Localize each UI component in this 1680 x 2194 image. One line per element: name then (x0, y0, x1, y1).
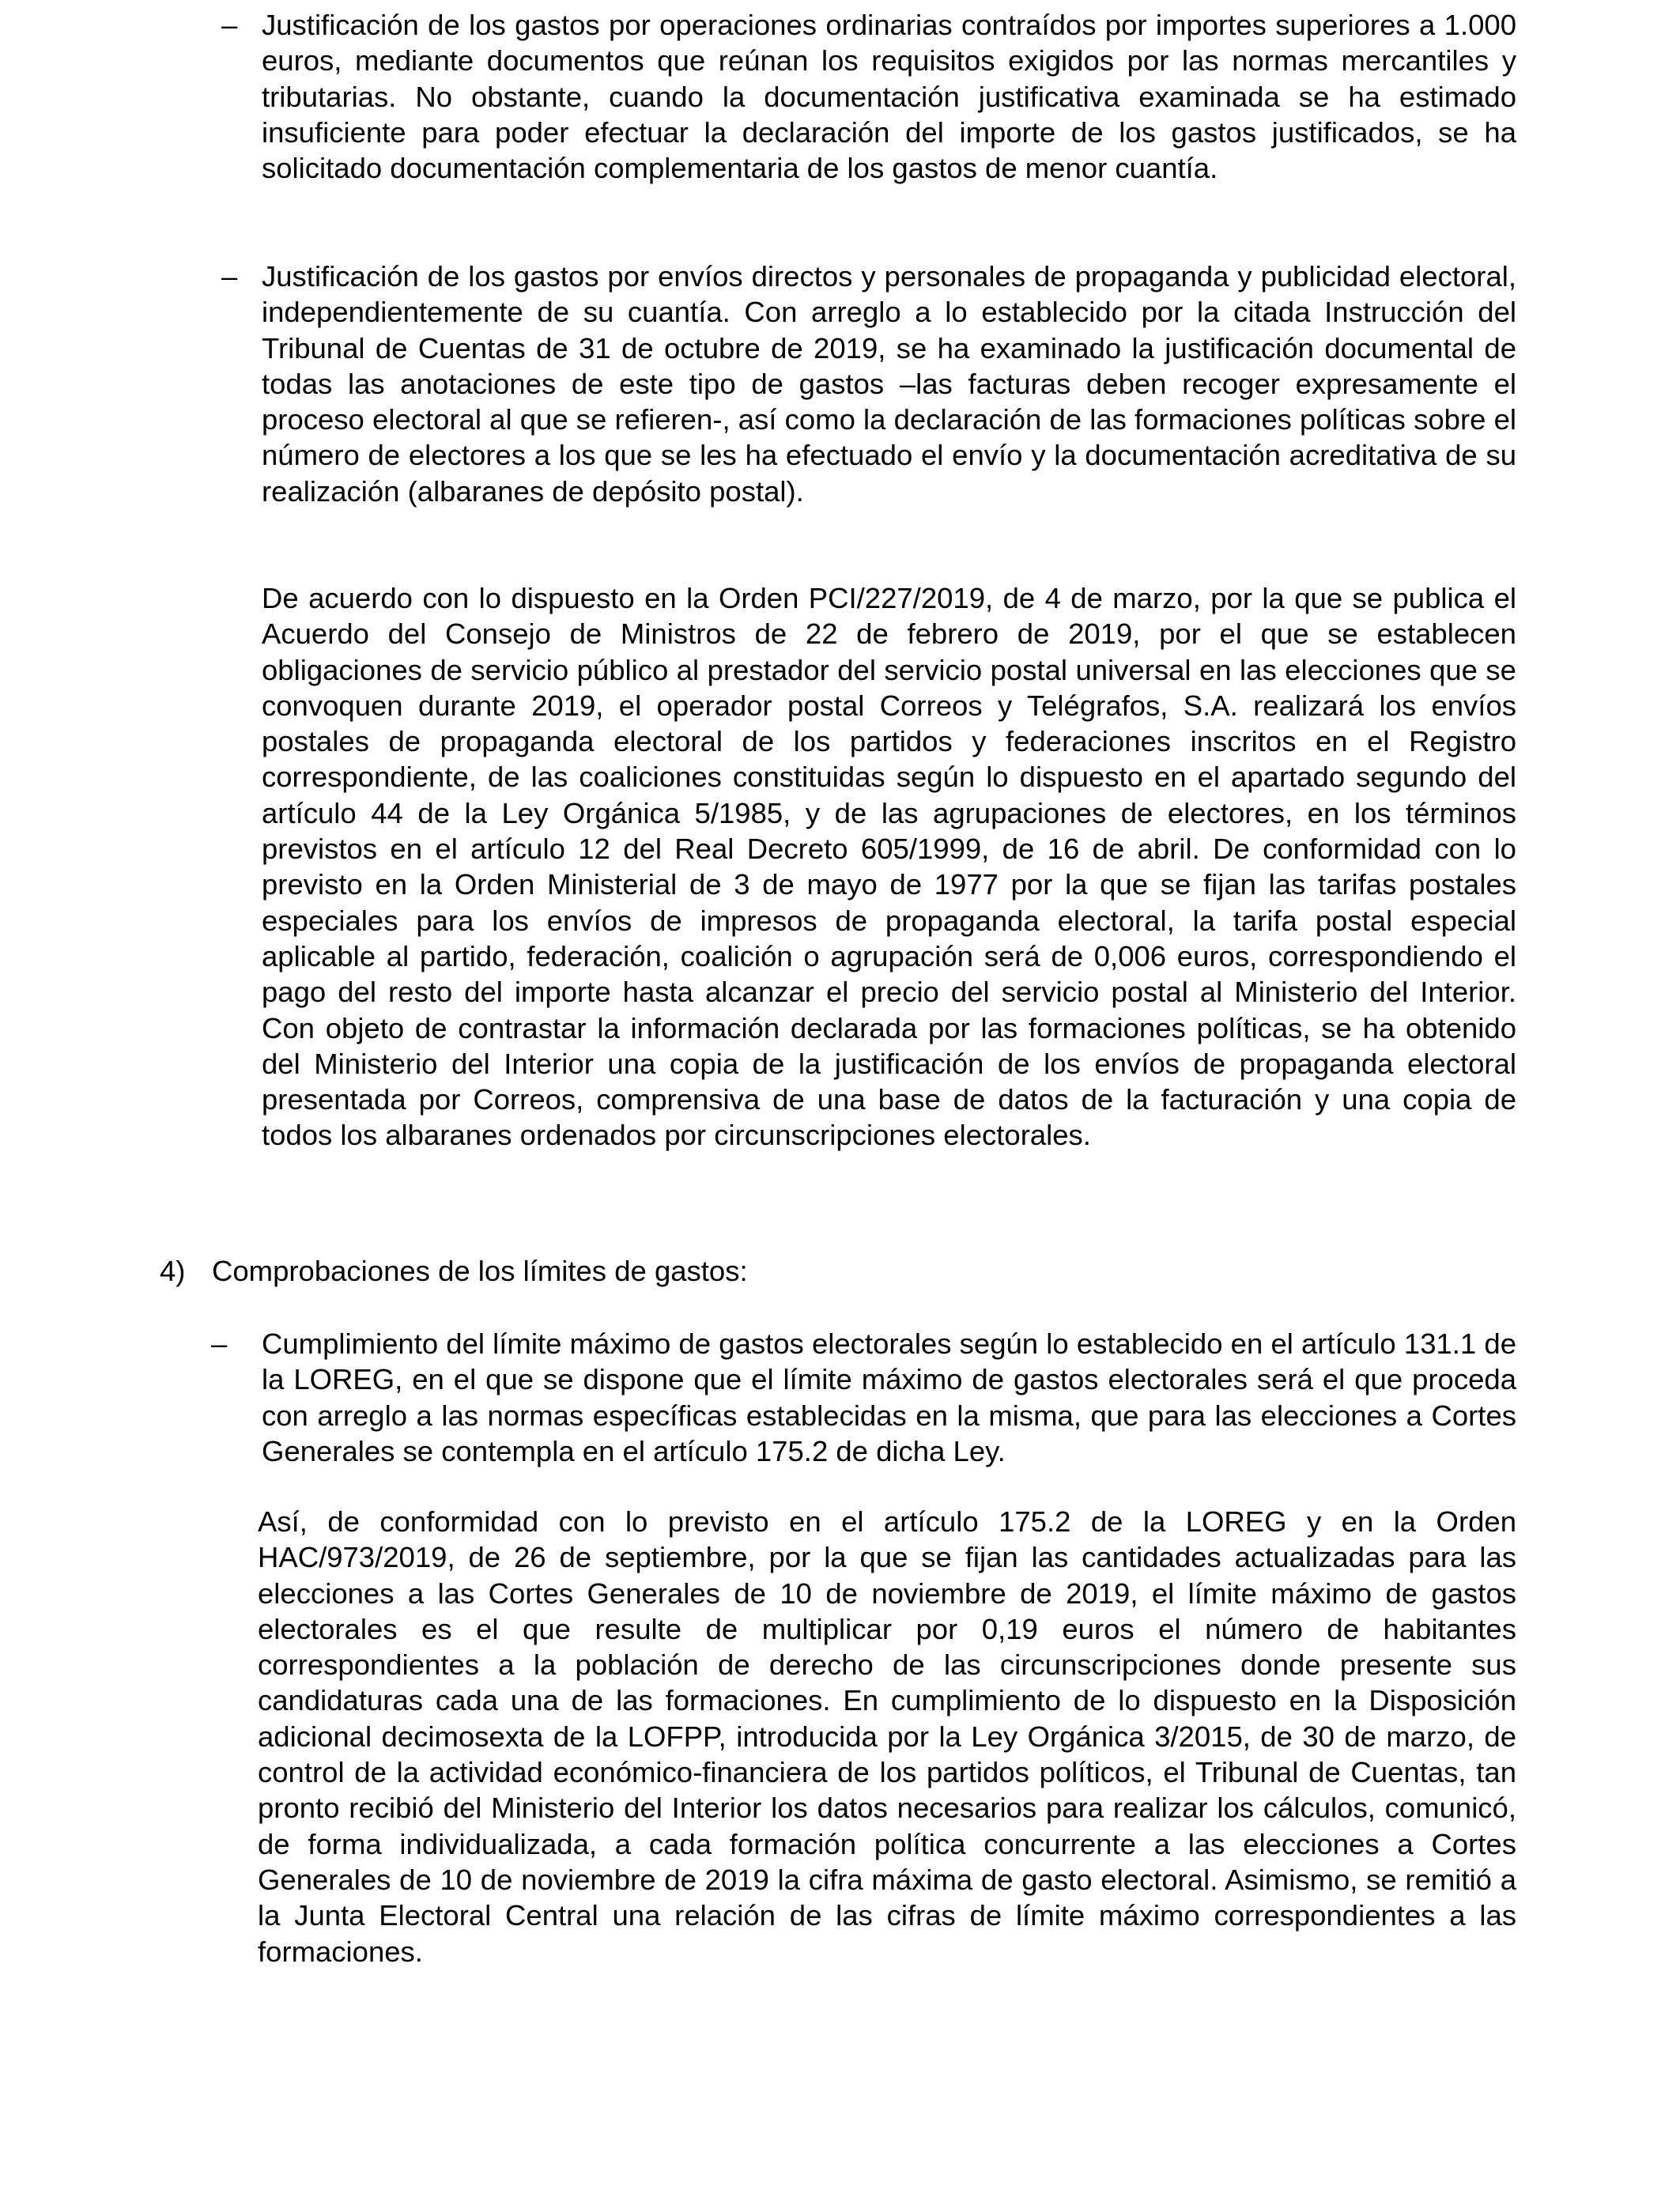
paragraph-limite-gastos: Así, de conformidad con lo previsto en el artículo 175.2 de la LOREG y en la Orden HAC/973/2019, de 26 de septiembre, por la que se fijan las cantidades actualizadas para las elecciones a las Cortes Generales de 10 de noviembre de 2019, el límite máximo de gastos electorales es el que resulte de multiplicar por 0,19 euros el número de habitantes correspondientes a la población de derecho de las circunscripciones donde presente sus candidaturas cada una de las formaciones. En cumplimiento de lo dispuesto en la Disposición adicional decimosexta de la LOFPP, introducida por la Ley Orgánica 3/2015, de 30 de marzo, de control de la actividad económico-financiera de los partidos políticos, el Tribunal de Cuentas, tan pronto recibió del Ministerio del Interior los datos necesarios para realizar los cálculos, comunicó, de forma individualizada, a cada formación política concurrente a las elecciones a Cortes Generales de 10 de noviembre de 2019 la cifra máxima de gasto electoral. Asimismo, se remitió a la Junta Electoral Central una relación de las cifras de límite máximo correspondientes a las formaciones. (258, 1505, 1516, 1968)
bullet-text-envios-directos: Justificación de los gastos por envíos directos y personales de propaganda y publicidad electoral, independientemente de su cuantía. Con arreglo a lo establecido por la citada Instrucción del Tribunal de Cuentas de 31 de octubre de 2019, se ha examinado la justificación documental de todas las anotaciones de este tipo de gastos –las facturas deben recoger expresamente el proceso electoral al que se refieren-, así como la declaración de las formaciones políticas sobre el número de electores a los que se les ha efectuado el envío y la documentación acreditativa de su realización (albaranes de depósito postal). (262, 260, 1516, 508)
section-number: 4) (160, 1255, 186, 1287)
bullet-text-limite-maximo: Cumplimiento del límite máximo de gastos electorales según lo establecido en el artículo 131.1 de la LOREG, en el que se dispone que el límite máximo de gastos electorales será el que proceda con arreglo a las normas específicas establecidas en la misma, que para las elecciones a Cortes Generales se contempla en el artículo 175.2 de dicha Ley. (262, 1327, 1516, 1467)
paragraph-orden-pci: De acuerdo con lo dispuesto en la Orden PCI/227/2019, de 4 de marzo, por la que se publica el Acuerdo del Consejo de Ministros de 22 de febrero de 2019, por el que se establecen obligaciones de servicio público al prestador del servicio postal universal en las elecciones que se convoquen durante 2019, el operador postal Correos y Telégrafos, S.A. realizará los envíos postales de propaganda electoral de los partidos y federaciones inscritos en el Registro correspondiente, de las coaliciones constituidas según lo dispuesto en el apartado segundo del artículo 44 de la Ley Orgánica 5/1985, y de las agrupaciones de electores, en los términos previstos en el artículo 12 del Real Decreto 605/1999, de 16 de abril. De conformidad con lo previsto en la Orden Ministerial de 3 de mayo de 1977 por la que se fijan las tarifas postales especiales para los envíos de impresos de propaganda electoral, la tarifa postal especial aplicable al partido, federación, coalición o agrupación será de 0,006 euros, correspondiendo el pago del resto del importe hasta alcanzar el precio del servicio postal al Ministerio del Interior. Con objeto de contrastar la información declarada por las formaciones políticas, se ha obtenido del Ministerio del Interior una copia de la justificación de los envíos de propaganda electoral presentada por Correos, comprensiva de una base de datos de la facturación y una copia de todos los albaranes ordenados por circunscripciones electorales. (262, 582, 1516, 1152)
bullet-dash: – (211, 1327, 228, 1360)
section-title: Comprobaciones de los límites de gastos: (212, 1255, 748, 1287)
bullet-dash: – (221, 9, 238, 41)
bullet-dash: – (221, 260, 238, 293)
bullet-text-gastos-ordinarios: Justificación de los gastos por operaciones ordinarias contraídos por importes superiores a 1.000 euros, mediante documentos que reúnan los requisitos exigidos por las normas mercantiles y tributarias. No obstante, cuando la documentación justificativa examinada se ha estimado insuficiente para poder efectuar la declaración del importe de los gastos justificados, se ha solicitado documentación complementaria de los gastos de menor cuantía. (262, 9, 1516, 185)
